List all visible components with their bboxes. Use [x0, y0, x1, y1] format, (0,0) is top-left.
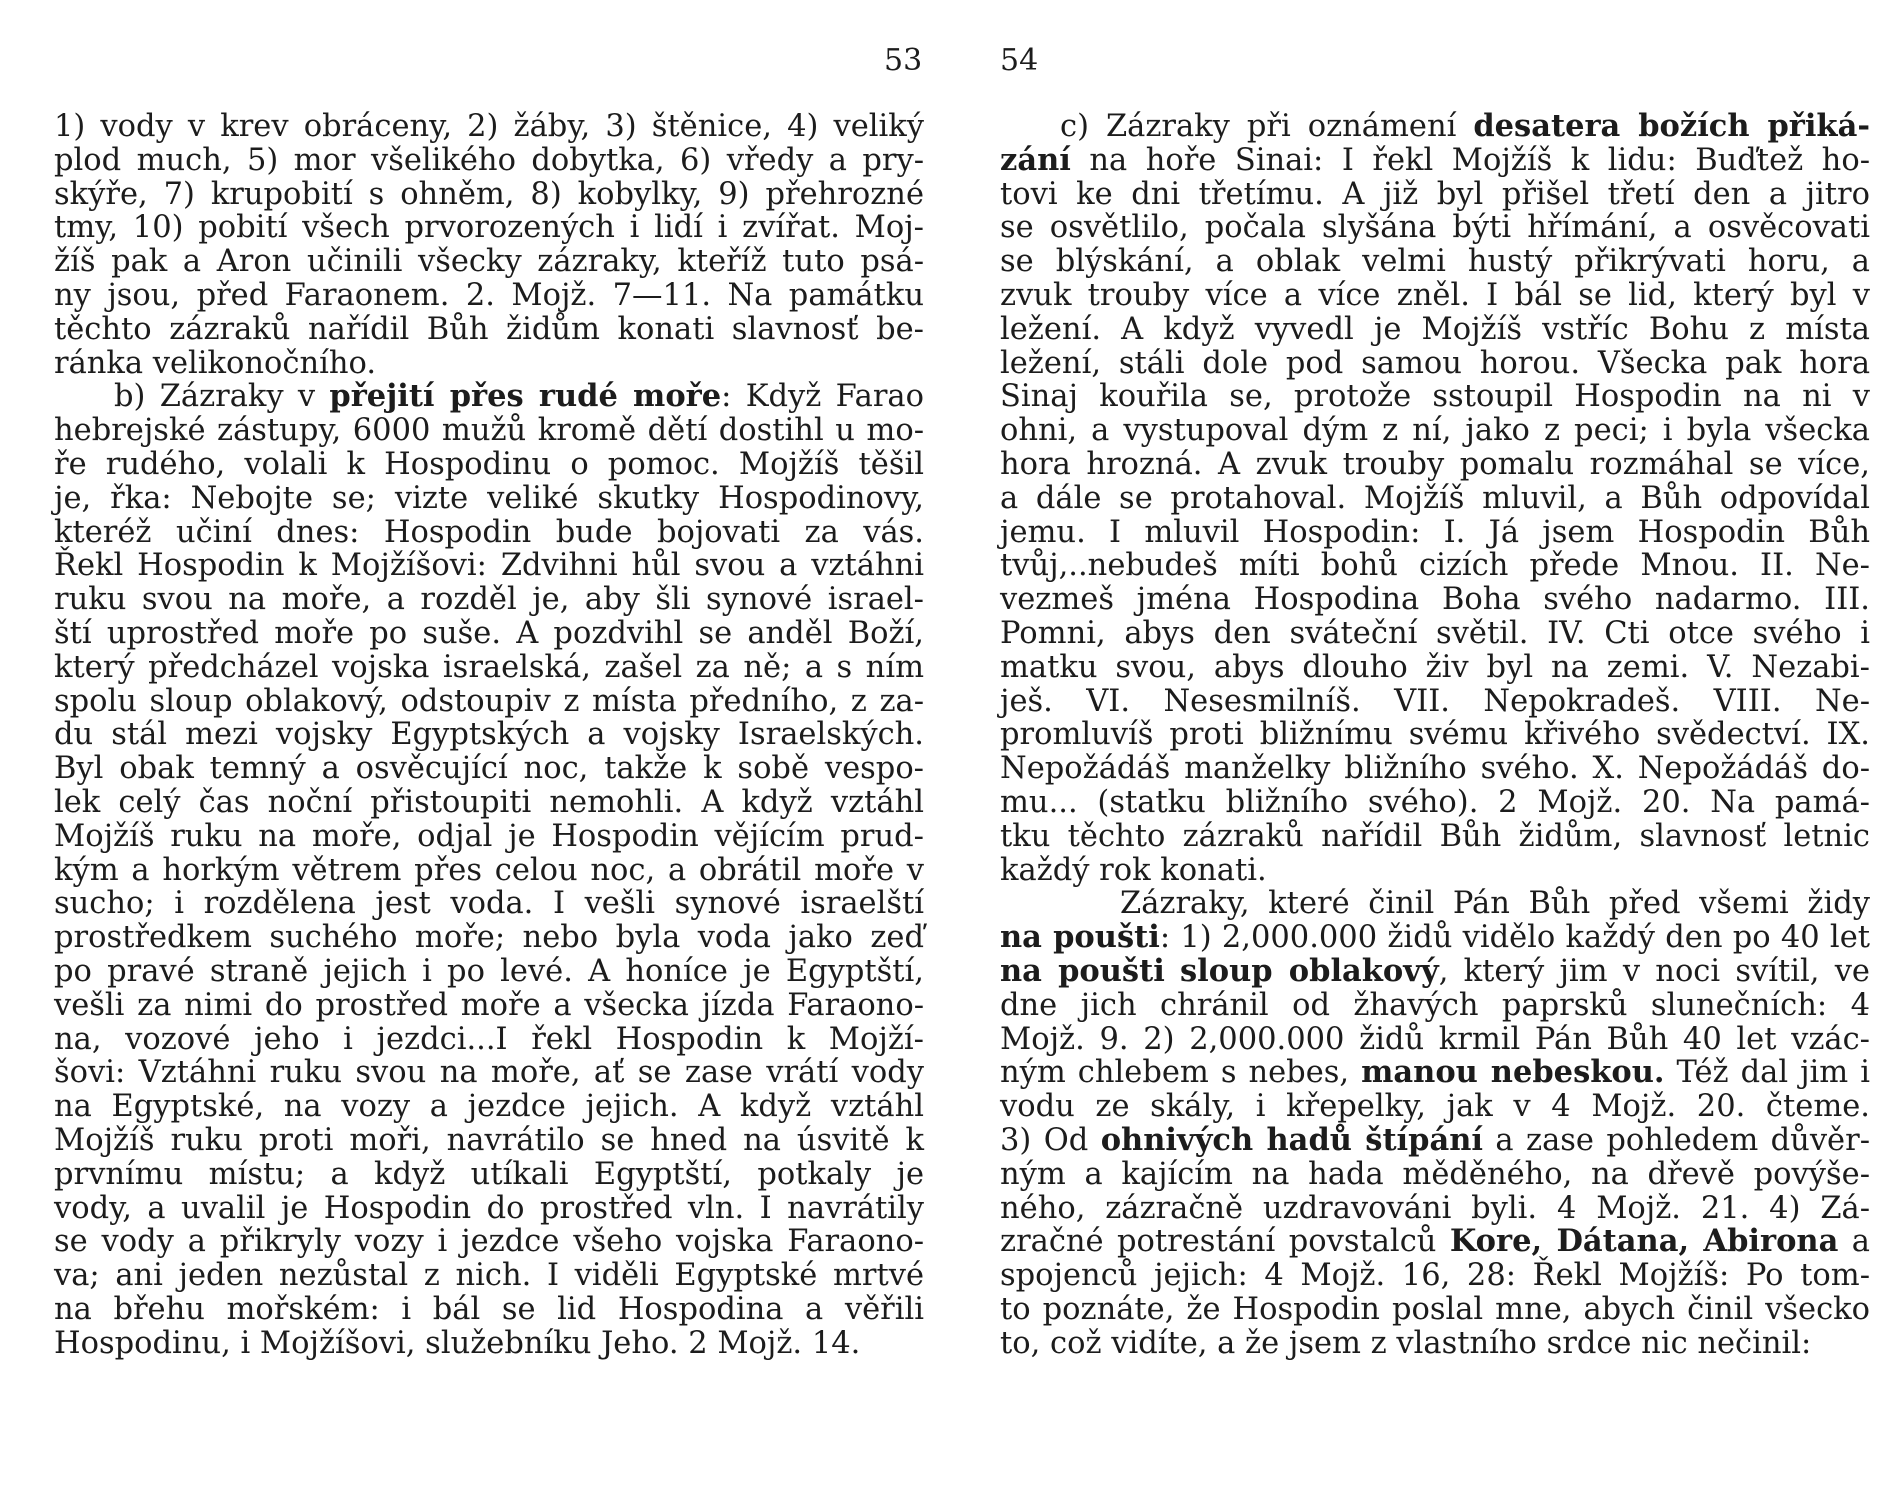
text-line: na Egyptské, na vozy a jezdce jejich. A když vztáhl: [54, 1089, 924, 1125]
text-line: b) Zázraky v přejití přes rudé moře: Když Farao: [114, 378, 924, 415]
text-line: Pomni, abys den sváteční světil. IV. Cti otce svého i: [1000, 615, 1870, 651]
text-line: to poznáte, že Hospodin poslal mne, abych činil všecko: [1000, 1291, 1870, 1327]
text-line: vešli za nimi do prostřed moře a všecka jízda Faraono-: [54, 987, 924, 1023]
text-line: dne jich chránil od žhavých paprsků slunečních: 4: [1000, 987, 1870, 1023]
right-text-column: [1000, 110, 1870, 1360]
text-line: se blýskání, a oblak velmi hustý přikrývati horu, a: [1000, 244, 1870, 280]
text-line: Mojžíš ruku na moře, odjal je Hospodin vějícím prud-: [54, 818, 924, 854]
text-line: lek celý čas noční přistoupiti nemohli. A když vztáhl: [54, 784, 924, 820]
text-line: ští uprostřed moře po suše. A pozdvihl se anděl Boží,: [54, 615, 924, 651]
emphasis: Kore, Dátana, Abirona: [1449, 1223, 1839, 1260]
text-line: hora hrozná. A zvuk trouby pomalu rozmáhal se více,: [1000, 446, 1870, 482]
text-line: promluvíš proti bližnímu svému křivého svědectví. IX.: [1000, 717, 1870, 753]
text-line: jemu. I mluvil Hospodin: I. Já jsem Hospodin Bůh: [1000, 514, 1870, 550]
text-line: 1) vody v krev obráceny, 2) žáby, 3) štěnice, 4) veliký: [54, 109, 924, 144]
text-line: zání na hoře Sinai: I řekl Mojžíš k lidu: Buďtež ho-: [1000, 141, 1870, 178]
text-line: vody, a uvalil je Hospodin do prostřed vln. I navrátily: [54, 1190, 924, 1226]
text-line: vodu ze skály, i křepelky, jak v 4 Mojž. 20. čteme.: [1000, 1089, 1870, 1125]
page-number: 53: [884, 43, 923, 78]
emphasis: sloup oblakový: [1180, 952, 1439, 989]
text-line: ležení, stáli dole pod samou horou. Všecka pak hora: [1000, 345, 1870, 381]
text-line: ležení. A když vyvedl je Mojžíš vstříc Bohu z místa: [1000, 311, 1870, 347]
text-line: tovi ke dni třetímu. A již byl přišel třetí den a jitro: [1000, 176, 1870, 212]
text-line: ránka velikonočního.: [54, 345, 377, 381]
text-line: 3) Od ohnivých hadů štípání a zase pohledem důvěr-: [1000, 1121, 1870, 1158]
text-line: Byl obak temný a osvěcující noc, takže k sobě vespo-: [54, 751, 924, 787]
text-line: matku svou, abys dlouho živ byl na zemi. V. Nezabi-: [1000, 649, 1870, 685]
text-line: po pravé straně jejich i po levé. A honíce je Egyptští,: [54, 953, 924, 989]
text-line: Řekl Hospodin k Mojžíšovi: Zdvihni hůl svou a vztáhni: [54, 548, 924, 584]
text-line: tmy, 10) pobití všech prvorozených i lidí i zvířat. Moj-: [54, 210, 924, 246]
text-line: vezmeš jména Hospodina Boha svého nadarmo. III.: [1000, 582, 1870, 618]
text-line: ře rudého, volali k Hospodinu o pomoc. Mojžíš těšil: [54, 446, 924, 482]
text-line: Mojž. 9. 2) 2,000.000 židů krmil Pán Bůh 40 let vzác-: [1000, 1021, 1870, 1057]
text-line: spolu sloup oblakový, odstoupiv z místa předního, z za-: [54, 683, 924, 719]
text-line: se vody a přikryly vozy i jezdce všeho vojska Faraono-: [54, 1224, 924, 1260]
text-line: ješ. VI. Nesesmilníš. VII. Nepokradeš. VIII. Ne-: [1000, 683, 1870, 719]
text-line: ny jsou, před Faraonem. 2. Mojž. 7—11. Na památku: [54, 277, 924, 313]
text-line: mu... (statku bližního svého). 2 Mojž. 20. Na pamá-: [1000, 784, 1870, 820]
text-line: kteréž učiní dnes: Hospodin bude bojovati za vás.: [54, 514, 924, 550]
text-line: ným chlebem s nebes, manou nebeskou. Též dal jim i: [1000, 1054, 1870, 1091]
text-line: těchto zázraků nařídil Bůh židům konati slavnosť be-: [54, 311, 924, 347]
text-line: spojenců jejich: 4 Mojž. 16, 28: Řekl Mojžíš: Po tom-: [1000, 1258, 1870, 1294]
text-line: Nepožádáš manželky bližního svého. X. Nepožádáš do-: [1000, 751, 1870, 787]
emphasis: manou nebeskou.: [1361, 1054, 1665, 1091]
text-line: šovi: Vztáhni ruku svou na moře, ať se zase vrátí vody: [54, 1055, 924, 1091]
text-line: to, což vidíte, a že jsem z vlastního srdce nic nečinil:: [1000, 1325, 1812, 1361]
text-line: prvnímu místu; a když utíkali Egyptští, potkaly je: [54, 1156, 924, 1192]
emphasis: na poušti: [1000, 952, 1165, 989]
left-text-column: [54, 110, 924, 1360]
text-line: a dále se protahoval. Mojžíš mluvil, a Bůh odpovídal: [1000, 480, 1870, 516]
text-line: sucho; i rozdělena jest voda. I vešli synové israelští: [54, 886, 924, 922]
text-line: Mojžíš ruku proti moři, navrátilo se hned na úsvitě k: [54, 1122, 924, 1158]
text-line: skýře, 7) krupobití s ohněm, 8) kobylky, 9) přehrozné: [54, 176, 924, 212]
right-page: [1000, 0, 1880, 1500]
left-page: [54, 0, 934, 1500]
text-line: na poušti: 1) 2,000.000 židů vidělo každý den po 40 let: [1000, 919, 1870, 956]
text-line: prostředkem suchého moře; nebo byla voda jako zeď: [54, 920, 924, 956]
text-line: tku těchto zázraků nařídil Bůh židům, slavnosť letnic: [1000, 818, 1870, 854]
text-line: který předcházel vojska israelská, zašel za ně; a s ním: [54, 649, 924, 685]
text-line: žíš pak a Aron učinili všecky zázraky, kteříž tuto psá-: [54, 244, 924, 280]
text-line: du stál mezi vojsky Egyptských a vojsky Israelských.: [54, 717, 924, 753]
text-line: Sinaj kouřila se, protože sstoupil Hospodin na ni v: [1000, 379, 1870, 415]
emphasis: přejití přes rudé moře: [329, 378, 722, 415]
emphasis: zání: [1000, 141, 1071, 178]
text-line: c) Zázraky při oznámení desatera božích přiká-: [1060, 108, 1870, 144]
text-line: ného, zázračně uzdravováni byli. 4 Mojž. 21. 4) Zá-: [1000, 1190, 1870, 1226]
emphasis: na poušti: [1000, 919, 1160, 956]
text-line: ruku svou na moře, a rozděl je, aby šli synové israel-: [54, 582, 924, 618]
text-line: tvůj,..nebudeš míti bohů cizích přede Mnou. II. Ne-: [1000, 548, 1870, 584]
text-line: zračné potrestání povstalců Kore, Dátana, Abirona a: [1000, 1223, 1870, 1260]
text-line: se osvětlilo, počala slyšána býti hřímání, a osvěcovati: [1000, 210, 1870, 246]
page-number: 54: [1000, 43, 1039, 78]
text-line: Zázraky, které činil Pán Bůh před všemi židy: [1120, 886, 1870, 922]
emphasis: desatera božích přiká-: [1473, 108, 1870, 144]
text-line: plod much, 5) mor všelikého dobytka, 6) vředy a pry-: [54, 142, 924, 178]
text-line: ohni, a vystupoval dým z ní, jako z peci; i byla všecka: [1000, 413, 1870, 449]
text-line: na břehu mořském: i bál se lid Hospodina a věřili: [54, 1291, 924, 1327]
text-line: Hospodinu, i Mojžíšovi, služebníku Jeho. 2 Mojž. 14.: [54, 1325, 861, 1361]
text-line: na poušti sloup oblakový, který jim v noci svítil, ve: [1000, 952, 1870, 989]
text-line: každý rok konati.: [1000, 852, 1267, 888]
emphasis: ohnivých hadů štípání: [1100, 1121, 1483, 1158]
text-line: ným a kajícím na hada měděného, na dřevě povýše-: [1000, 1156, 1870, 1192]
text-line: na, vozové jeho i jezdci...I řekl Hospodin k Mojží-: [54, 1021, 924, 1057]
text-line: kým a horkým větrem přes celou noc, a obrátil moře v: [54, 852, 924, 888]
text-line: zvuk trouby více a více zněl. I bál se lid, který byl v: [1000, 277, 1870, 313]
text-line: va; ani jeden nezůstal z nich. I viděli Egyptské mrtvé: [54, 1258, 924, 1294]
text-line: hebrejské zástupy, 6000 mužů kromě dětí dostihl u mo-: [54, 413, 924, 449]
text-line: je, řka: Nebojte se; vizte veliké skutky Hospodinovy,: [54, 480, 924, 516]
